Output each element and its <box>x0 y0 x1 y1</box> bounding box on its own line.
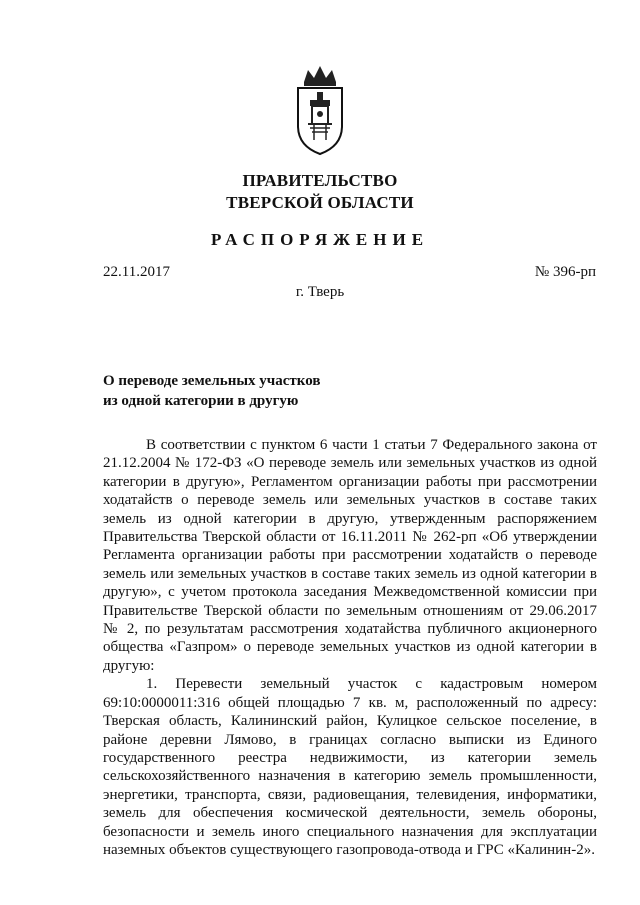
tver-coat-of-arms-icon <box>292 64 348 156</box>
document-body <box>103 436 597 859</box>
document-city: г. Тверь <box>295 284 345 300</box>
document-type: РАСПОРЯЖЕНИЕ <box>210 230 430 249</box>
organization-name <box>0 170 640 214</box>
document-date: 22.11.2017 <box>103 264 170 280</box>
subject-line-1: О переводе земельных участков <box>103 373 321 389</box>
document-number: № 396-рп <box>534 264 596 280</box>
org-line-2: ТВЕРСКОЙ ОБЛАСТИ <box>226 193 414 212</box>
document-subject <box>103 371 320 411</box>
preamble-paragraph: В соответствии с пунктом 6 части 1 статьи 7 Федерального закона от 21.12.2004 № 172-ФЗ «О переводе земель или земельных участков из одной категории в другую», Регламентом организации работы при рассмотрении ходатайств о переводе земель или земельных участков в составе таких земель из одной категории в другую, утвержденным распоряжением Правительства Тверской области от 16.11.2011 № 262-рп «Об утверждении Регламента организации работы при рассмотрении ходатайств о переводе земель или земельных участков в составе таких земель из одной категории в другую», с учетом протокола заседания Межведомственной комиссии при Правительстве Тверской области по земельным отношениям от 29.06.2017 № 2, по результатам рассмотрения ходатайства публичного акционерного общества «Газпром» о переводе земельных участков из одной категории в другую: <box>103 437 597 674</box>
subject-line-2: из одной категории в другую <box>103 393 299 409</box>
item-1-paragraph: 1. Перевести земельный участок с кадастровым номером 69:10:0000011:316 общей площадью 7 кв. м, расположенный по адресу: Тверская область, Калининский район, Кулицкое сельское поселение, в районе деревни Лямово, в границах согласно выписки из Единого государственного реестра недвижимости, из категории земель сельскохозяйственного назначения в категорию земель промышленности, энергетики, транспорта, связи, радиовещания, телевидения, информатики, земель для обеспечения космической деятельности, земель обороны, безопасности и земель иного специального назначения для эксплуатации наземных объектов существующего газопровода-отвода и ГРС «Калинин-2». <box>103 676 597 858</box>
org-line-1: ПРАВИТЕЛЬСТВО <box>242 171 398 190</box>
